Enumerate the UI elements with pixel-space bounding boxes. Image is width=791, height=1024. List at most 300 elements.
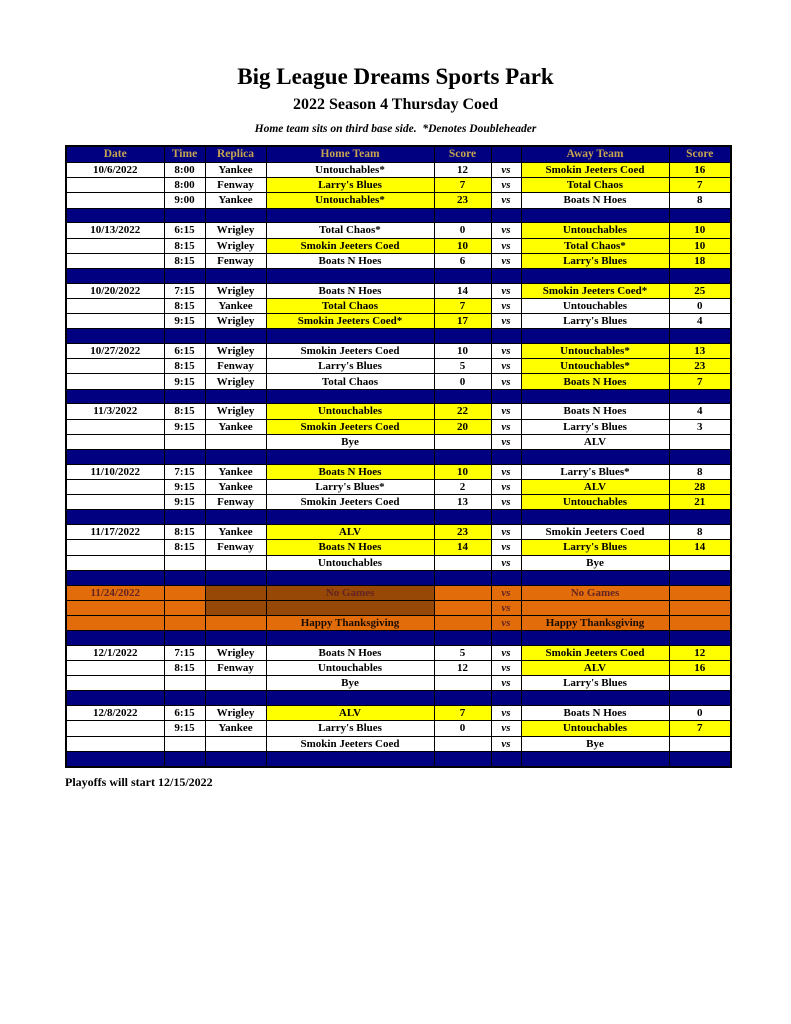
away-score-cell: 4 xyxy=(669,314,731,329)
date-cell xyxy=(66,178,164,193)
home-team-cell: Smokin Jeeters Coed* xyxy=(266,314,434,329)
schedule-body xyxy=(66,163,731,767)
away-team-cell: Untouchables xyxy=(521,495,669,510)
home-team-cell: Smokin Jeeters Coed xyxy=(266,238,434,253)
separator-cell xyxy=(434,691,491,706)
separator-cell xyxy=(66,329,164,344)
time-cell xyxy=(164,600,205,615)
separator-cell xyxy=(266,389,434,404)
date-cell xyxy=(66,555,164,570)
home-team-cell: Smokin Jeeters Coed xyxy=(266,344,434,359)
time-cell: 9:15 xyxy=(164,374,205,389)
table-row xyxy=(66,223,731,238)
away-score-cell: 8 xyxy=(669,464,731,479)
vs-cell: vs xyxy=(491,464,521,479)
home-score-cell: 0 xyxy=(434,374,491,389)
table-row xyxy=(66,479,731,494)
vs-cell: vs xyxy=(491,314,521,329)
separator-cell xyxy=(491,510,521,525)
time-cell: 9:15 xyxy=(164,479,205,494)
page-title: Big League Dreams Sports Park xyxy=(237,64,554,89)
away-team-cell: Boats N Hoes xyxy=(521,404,669,419)
replica-cell xyxy=(205,615,266,630)
home-team-cell: Smokin Jeeters Coed xyxy=(266,736,434,751)
replica-cell: Yankee xyxy=(205,464,266,479)
replica-cell: Wrigley xyxy=(205,223,266,238)
time-cell xyxy=(164,736,205,751)
away-team-cell: Larry's Blues xyxy=(521,676,669,691)
time-cell: 9:15 xyxy=(164,419,205,434)
playoffs-note: Playoffs will start 12/15/2022 xyxy=(65,774,213,789)
vs-cell: vs xyxy=(491,434,521,449)
separator-cell xyxy=(164,208,205,223)
away-score-cell: 4 xyxy=(669,404,731,419)
time-cell: 9:15 xyxy=(164,495,205,510)
date-cell xyxy=(66,434,164,449)
replica-cell: Fenway xyxy=(205,495,266,510)
separator-cell xyxy=(434,268,491,283)
separator-cell xyxy=(669,751,731,766)
separator-cell xyxy=(669,268,731,283)
table-row xyxy=(66,585,731,600)
away-team-cell: Boats N Hoes xyxy=(521,374,669,389)
time-cell: 6:15 xyxy=(164,344,205,359)
replica-cell: Wrigley xyxy=(205,344,266,359)
home-score-cell xyxy=(434,600,491,615)
home-team-cell: Untouchables* xyxy=(266,193,434,208)
time-cell: 8:15 xyxy=(164,661,205,676)
replica-cell: Wrigley xyxy=(205,404,266,419)
away-score-cell xyxy=(669,434,731,449)
replica-cell: Yankee xyxy=(205,479,266,494)
away-score-cell xyxy=(669,736,731,751)
separator-cell xyxy=(66,631,164,646)
home-score-cell: 20 xyxy=(434,419,491,434)
table-row xyxy=(66,721,731,736)
away-team-cell: No Games xyxy=(521,585,669,600)
replica-cell: Wrigley xyxy=(205,238,266,253)
separator-cell xyxy=(434,631,491,646)
home-score-cell xyxy=(434,736,491,751)
separator-cell xyxy=(491,450,521,465)
home-score-cell: 7 xyxy=(434,178,491,193)
home-score-cell: 22 xyxy=(434,404,491,419)
vs-cell: vs xyxy=(491,540,521,555)
replica-cell: Yankee xyxy=(205,721,266,736)
separator-cell xyxy=(266,268,434,283)
separator-cell xyxy=(669,329,731,344)
separator-cell xyxy=(434,450,491,465)
date-cell xyxy=(66,615,164,630)
home-team-cell: Total Chaos xyxy=(266,298,434,313)
home-team-cell: Happy Thanksgiving xyxy=(266,615,434,630)
date-cell: 10/20/2022 xyxy=(66,283,164,298)
home-team-cell: Boats N Hoes xyxy=(266,540,434,555)
date-cell xyxy=(66,721,164,736)
away-team-cell: Larry's Blues xyxy=(521,253,669,268)
home-team-cell: Smokin Jeeters Coed xyxy=(266,419,434,434)
vs-cell: vs xyxy=(491,676,521,691)
table-row xyxy=(66,706,731,721)
separator-cell xyxy=(521,450,669,465)
away-team-cell: ALV xyxy=(521,434,669,449)
away-team-cell xyxy=(521,600,669,615)
home-score-cell: 2 xyxy=(434,479,491,494)
separator-cell xyxy=(66,691,164,706)
vs-cell: vs xyxy=(491,298,521,313)
away-score-cell: 10 xyxy=(669,238,731,253)
table-row xyxy=(66,555,731,570)
home-score-cell: 0 xyxy=(434,223,491,238)
separator-cell xyxy=(164,751,205,766)
away-score-cell: 0 xyxy=(669,298,731,313)
time-cell: 8:15 xyxy=(164,253,205,268)
date-cell: 10/27/2022 xyxy=(66,344,164,359)
time-cell: 8:15 xyxy=(164,238,205,253)
home-team-cell: Total Chaos* xyxy=(266,223,434,238)
separator-cell xyxy=(205,329,266,344)
separator-cell xyxy=(669,631,731,646)
time-cell xyxy=(164,585,205,600)
table-row xyxy=(66,359,731,374)
separator-cell xyxy=(164,691,205,706)
away-score-cell: 8 xyxy=(669,193,731,208)
date-cell: 10/13/2022 xyxy=(66,223,164,238)
home-score-cell: 23 xyxy=(434,193,491,208)
home-score-cell xyxy=(434,676,491,691)
replica-cell: Yankee xyxy=(205,419,266,434)
vs-cell: vs xyxy=(491,525,521,540)
away-score-cell: 14 xyxy=(669,540,731,555)
away-score-cell: 21 xyxy=(669,495,731,510)
away-score-cell: 0 xyxy=(669,706,731,721)
away-team-cell: Untouchables* xyxy=(521,344,669,359)
vs-cell: vs xyxy=(491,600,521,615)
replica-cell xyxy=(205,434,266,449)
vs-cell: vs xyxy=(491,495,521,510)
separator-cell xyxy=(266,450,434,465)
table-row xyxy=(66,540,731,555)
table-row xyxy=(66,615,731,630)
vs-cell: vs xyxy=(491,374,521,389)
home-team-cell: Larry's Blues xyxy=(266,359,434,374)
away-score-cell xyxy=(669,615,731,630)
separator-cell xyxy=(205,631,266,646)
vs-cell: vs xyxy=(491,178,521,193)
date-cell xyxy=(66,736,164,751)
away-score-cell xyxy=(669,676,731,691)
time-cell: 8:15 xyxy=(164,540,205,555)
home-team-cell: Untouchables xyxy=(266,555,434,570)
vs-cell: vs xyxy=(491,344,521,359)
table-row xyxy=(66,419,731,434)
away-team-cell: Untouchables xyxy=(521,721,669,736)
table-row xyxy=(66,238,731,253)
away-score-header: Score xyxy=(669,146,731,163)
away-team-cell: Larry's Blues xyxy=(521,314,669,329)
replica-cell xyxy=(205,555,266,570)
away-team-cell: Smokin Jeeters Coed xyxy=(521,163,669,178)
time-cell: 7:15 xyxy=(164,645,205,660)
separator-cell xyxy=(521,631,669,646)
separator-cell xyxy=(164,631,205,646)
home-team-cell: Total Chaos xyxy=(266,374,434,389)
separator-cell xyxy=(521,208,669,223)
separator-cell xyxy=(669,208,731,223)
replica-cell xyxy=(205,676,266,691)
time-cell xyxy=(164,434,205,449)
home-score-cell xyxy=(434,434,491,449)
separator-cell xyxy=(66,751,164,766)
time-cell: 8:00 xyxy=(164,163,205,178)
time-cell: 7:15 xyxy=(164,283,205,298)
replica-cell xyxy=(205,736,266,751)
separator-cell xyxy=(669,691,731,706)
home-score-cell: 7 xyxy=(434,298,491,313)
away-team-cell: Larry's Blues xyxy=(521,419,669,434)
replica-cell: Wrigley xyxy=(205,706,266,721)
date-cell xyxy=(66,495,164,510)
home-score-cell: 23 xyxy=(434,525,491,540)
table-row xyxy=(66,676,731,691)
table-row xyxy=(66,404,731,419)
vs-cell: vs xyxy=(491,645,521,660)
away-team-cell: Total Chaos* xyxy=(521,238,669,253)
separator-cell xyxy=(521,329,669,344)
vs-cell: vs xyxy=(491,223,521,238)
home-score-header: Score xyxy=(434,146,491,163)
home-team-cell: Larry's Blues xyxy=(266,178,434,193)
separator-cell xyxy=(266,751,434,766)
away-team-cell: Untouchables xyxy=(521,223,669,238)
away-team-cell: Happy Thanksgiving xyxy=(521,615,669,630)
time-cell: 8:15 xyxy=(164,298,205,313)
table-row xyxy=(66,736,731,751)
away-team-cell: Smokin Jeeters Coed* xyxy=(521,283,669,298)
home-score-cell: 0 xyxy=(434,721,491,736)
replica-header: Replica xyxy=(205,146,266,163)
date-cell xyxy=(66,298,164,313)
separator-cell xyxy=(491,329,521,344)
date-cell xyxy=(66,661,164,676)
separator-row xyxy=(66,329,731,344)
away-score-cell: 23 xyxy=(669,359,731,374)
vs-cell: vs xyxy=(491,238,521,253)
vs-cell: vs xyxy=(491,193,521,208)
away-team-cell: Untouchables xyxy=(521,298,669,313)
replica-cell: Fenway xyxy=(205,178,266,193)
away-score-cell: 3 xyxy=(669,419,731,434)
home-score-cell: 7 xyxy=(434,706,491,721)
separator-row xyxy=(66,570,731,585)
time-cell: 9:00 xyxy=(164,193,205,208)
away-team-cell: ALV xyxy=(521,661,669,676)
home-team-cell xyxy=(266,600,434,615)
home-team-cell: Larry's Blues xyxy=(266,721,434,736)
date-cell xyxy=(66,600,164,615)
away-team-cell: Bye xyxy=(521,555,669,570)
time-cell: 9:15 xyxy=(164,721,205,736)
date-cell xyxy=(66,314,164,329)
table-row xyxy=(66,525,731,540)
table-row xyxy=(66,314,731,329)
time-cell: 8:15 xyxy=(164,525,205,540)
date-cell: 11/17/2022 xyxy=(66,525,164,540)
table-row xyxy=(66,645,731,660)
table-row xyxy=(66,495,731,510)
time-cell: 7:15 xyxy=(164,464,205,479)
home-team-cell: Boats N Hoes xyxy=(266,253,434,268)
time-cell xyxy=(164,555,205,570)
away-team-cell: Smokin Jeeters Coed xyxy=(521,645,669,660)
separator-row xyxy=(66,268,731,283)
away-score-cell: 25 xyxy=(669,283,731,298)
date-cell: 10/6/2022 xyxy=(66,163,164,178)
separator-cell xyxy=(491,691,521,706)
home-team-cell: Bye xyxy=(266,676,434,691)
separator-cell xyxy=(205,570,266,585)
replica-cell: Wrigley xyxy=(205,283,266,298)
separator-cell xyxy=(266,631,434,646)
replica-cell: Fenway xyxy=(205,540,266,555)
separator-cell xyxy=(491,389,521,404)
vs-cell: vs xyxy=(491,736,521,751)
home-score-cell: 14 xyxy=(434,540,491,555)
time-cell xyxy=(164,676,205,691)
away-score-cell: 7 xyxy=(669,374,731,389)
date-cell: 12/1/2022 xyxy=(66,645,164,660)
separator-cell xyxy=(669,510,731,525)
home-score-cell: 10 xyxy=(434,344,491,359)
table-row xyxy=(66,600,731,615)
table-row xyxy=(66,374,731,389)
vs-cell: vs xyxy=(491,615,521,630)
page-subtitle: 2022 Season 4 Thursday Coed xyxy=(292,96,499,113)
separator-row xyxy=(66,691,731,706)
home-score-cell: 12 xyxy=(434,661,491,676)
separator-cell xyxy=(266,510,434,525)
home-score-cell: 14 xyxy=(434,283,491,298)
separator-row xyxy=(66,751,731,766)
away-score-cell: 12 xyxy=(669,645,731,660)
home-team-cell: Smokin Jeeters Coed xyxy=(266,495,434,510)
replica-cell: Wrigley xyxy=(205,374,266,389)
separator-cell xyxy=(266,329,434,344)
away-score-cell: 10 xyxy=(669,223,731,238)
separator-cell xyxy=(205,450,266,465)
replica-cell: Wrigley xyxy=(205,645,266,660)
away-score-cell: 13 xyxy=(669,344,731,359)
separator-row xyxy=(66,631,731,646)
time-cell: 6:15 xyxy=(164,223,205,238)
separator-cell xyxy=(66,268,164,283)
document-header xyxy=(0,0,791,135)
date-header: Date xyxy=(66,146,164,163)
separator-cell xyxy=(521,691,669,706)
replica-cell: Fenway xyxy=(205,253,266,268)
table-row xyxy=(66,298,731,313)
time-cell: 8:00 xyxy=(164,178,205,193)
separator-row xyxy=(66,510,731,525)
separator-cell xyxy=(164,329,205,344)
date-cell xyxy=(66,419,164,434)
vs-cell: vs xyxy=(491,253,521,268)
away-team-cell: Larry's Blues* xyxy=(521,464,669,479)
separator-cell xyxy=(205,691,266,706)
away-score-cell: 8 xyxy=(669,525,731,540)
vs-cell: vs xyxy=(491,404,521,419)
separator-row xyxy=(66,389,731,404)
vs-cell: vs xyxy=(491,555,521,570)
table-row xyxy=(66,661,731,676)
vs-cell: vs xyxy=(491,419,521,434)
home-team-cell: Boats N Hoes xyxy=(266,645,434,660)
separator-cell xyxy=(266,570,434,585)
away-team-header: Away Team xyxy=(521,146,669,163)
home-score-cell: 5 xyxy=(434,645,491,660)
separator-cell xyxy=(521,510,669,525)
separator-cell xyxy=(66,510,164,525)
table-row xyxy=(66,434,731,449)
table-row xyxy=(66,283,731,298)
separator-cell xyxy=(66,570,164,585)
date-cell xyxy=(66,479,164,494)
home-team-cell: Bye xyxy=(266,434,434,449)
home-team-cell: No Games xyxy=(266,585,434,600)
schedule-table xyxy=(65,145,732,768)
home-score-cell: 13 xyxy=(434,495,491,510)
separator-cell xyxy=(434,389,491,404)
separator-cell xyxy=(434,751,491,766)
vs-cell: vs xyxy=(491,706,521,721)
date-cell: 11/10/2022 xyxy=(66,464,164,479)
replica-cell: Wrigley xyxy=(205,314,266,329)
separator-cell xyxy=(491,208,521,223)
home-team-cell: Boats N Hoes xyxy=(266,283,434,298)
away-score-cell: 16 xyxy=(669,661,731,676)
vs-cell: vs xyxy=(491,359,521,374)
table-row xyxy=(66,464,731,479)
home-score-cell: 10 xyxy=(434,238,491,253)
home-team-cell: Untouchables* xyxy=(266,163,434,178)
time-cell: 8:15 xyxy=(164,359,205,374)
time-cell xyxy=(164,615,205,630)
replica-cell xyxy=(205,600,266,615)
time-cell: 8:15 xyxy=(164,404,205,419)
home-score-cell xyxy=(434,585,491,600)
away-team-cell: Boats N Hoes xyxy=(521,193,669,208)
home-team-cell: Boats N Hoes xyxy=(266,464,434,479)
table-row xyxy=(66,163,731,178)
replica-cell: Yankee xyxy=(205,193,266,208)
separator-cell xyxy=(205,389,266,404)
date-cell: 11/24/2022 xyxy=(66,585,164,600)
date-cell xyxy=(66,374,164,389)
home-team-cell: ALV xyxy=(266,525,434,540)
date-cell xyxy=(66,540,164,555)
table-row xyxy=(66,178,731,193)
time-header: Time xyxy=(164,146,205,163)
home-team-cell: Untouchables xyxy=(266,404,434,419)
separator-cell xyxy=(434,510,491,525)
away-team-cell: Total Chaos xyxy=(521,178,669,193)
separator-cell xyxy=(266,208,434,223)
home-score-cell xyxy=(434,555,491,570)
away-score-cell: 7 xyxy=(669,178,731,193)
away-score-cell: 28 xyxy=(669,479,731,494)
home-team-cell: Untouchables xyxy=(266,661,434,676)
separator-cell xyxy=(66,389,164,404)
